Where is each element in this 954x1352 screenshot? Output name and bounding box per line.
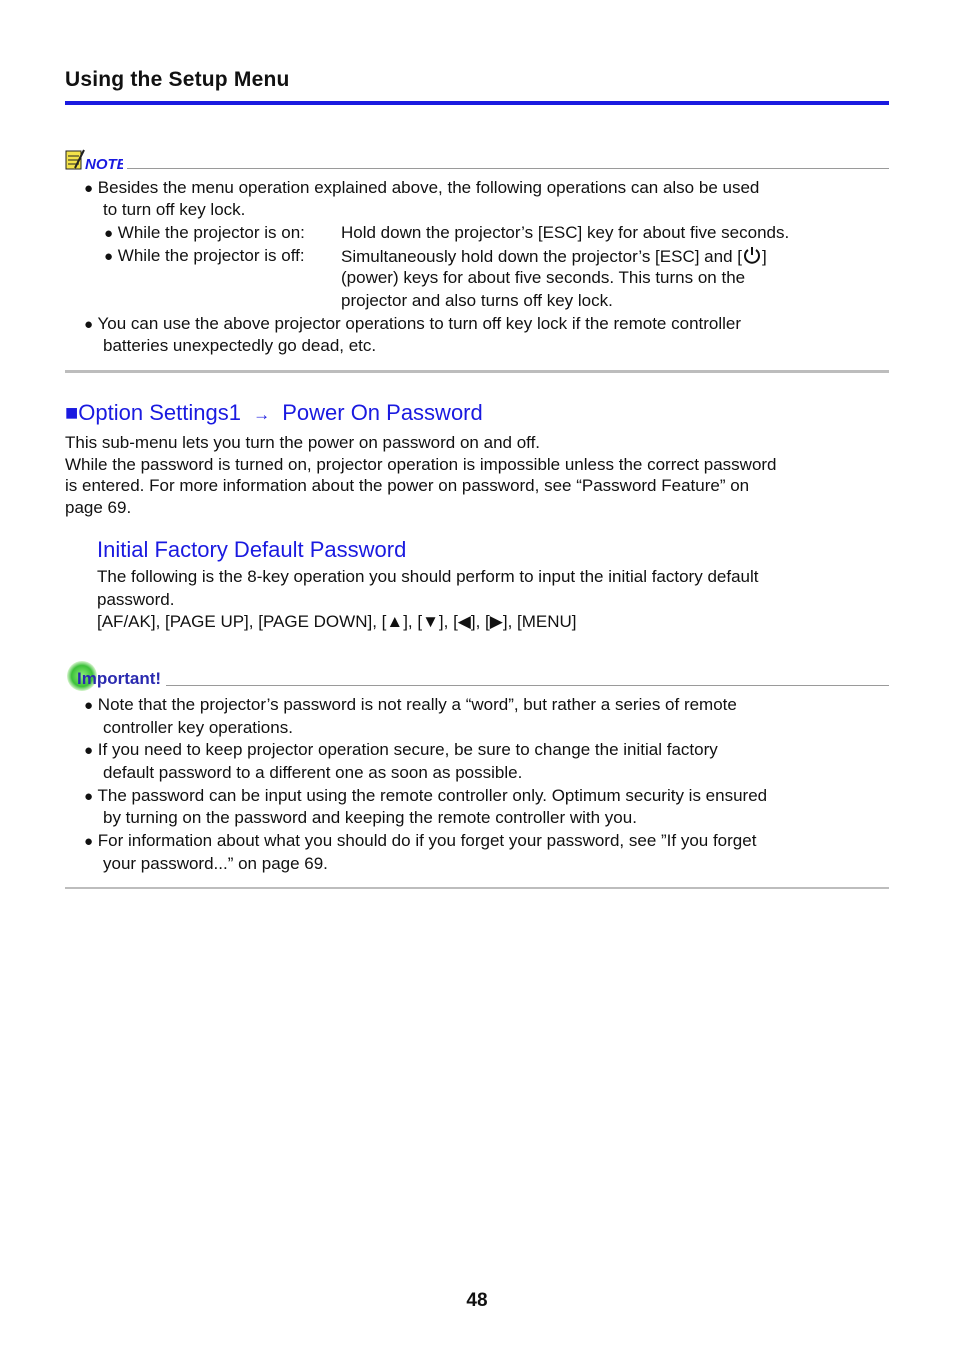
list-item: ● You can use the above projector operations to turn off key lock if the remote controller [84,314,742,333]
list-item: ● For information about what you should do if you forget your password, see ”If you forget [84,831,757,850]
note-icon [65,148,123,172]
list-item-continued: controller key operations. [103,718,293,737]
paragraph: This sub-menu lets you turn the power on password on and off. [65,433,541,452]
list-item-continued: by turning on the password and keeping the remote controller with you. [103,808,637,827]
sub-list-item: ● While the projector is on: [104,223,305,242]
list-item: ● Note that the projector’s password is not really a “word”, but rather a series of remote [84,695,737,714]
list-item-continued: batteries unexpectedly go dead, etc. [103,336,377,355]
section-title: ■Option Settings1 → Power On Password [65,400,483,425]
sub-list-text: Hold down the projector’s [ESC] key for about five seconds. [341,223,790,242]
header-rule [65,101,889,105]
sub-list-item: ● While the projector is off: [104,246,305,265]
key-sequence: [AF/AK], [PAGE UP], [PAGE DOWN], [▲], [▼], [◀], [▶], [MENU] [97,612,577,631]
page-header-title: Using the Setup Menu [65,68,290,91]
subsection-title: Initial Factory Default Password [97,537,407,562]
paragraph: password. [97,590,175,609]
important-icon [66,660,162,692]
list-item-continued: to turn off key lock. [103,200,246,219]
important-rule [166,685,889,686]
sub-list-text: projector and also turns off key lock. [341,291,613,310]
list-item: ● Besides the menu operation explained above, the following operations can also be used [84,178,760,197]
sub-list-text: (power) keys for about five seconds. This turns on the [341,268,746,287]
arrow-icon: → [253,405,271,424]
list-item-continued: your password...” on page 69. [103,854,328,873]
important-icon-label: Important! [77,669,162,688]
paragraph: is entered. For more information about the power on password, see “Password Feature” on [65,476,750,495]
note-icon-label: NOTE [85,156,123,172]
paragraph: While the password is turned on, projector operation is impossible unless the correct password [65,455,777,474]
page-number: 48 [466,1290,488,1311]
note-end-rule [65,370,889,373]
note-rule [127,168,889,169]
paragraph: page 69. [65,498,132,517]
list-item-continued: default password to a different one as soon as possible. [103,763,523,782]
sub-list-text: Simultaneously hold down the projector’s [ESC] and [ ] [341,245,767,271]
important-end-rule [65,887,889,889]
list-item: ● The password can be input using the remote controller only. Optimum security is ensured [84,786,768,805]
list-item: ● If you need to keep projector operation secure, be sure to change the initial factory [84,740,718,759]
paragraph: The following is the 8-key operation you should perform to input the initial factory default [97,567,759,586]
